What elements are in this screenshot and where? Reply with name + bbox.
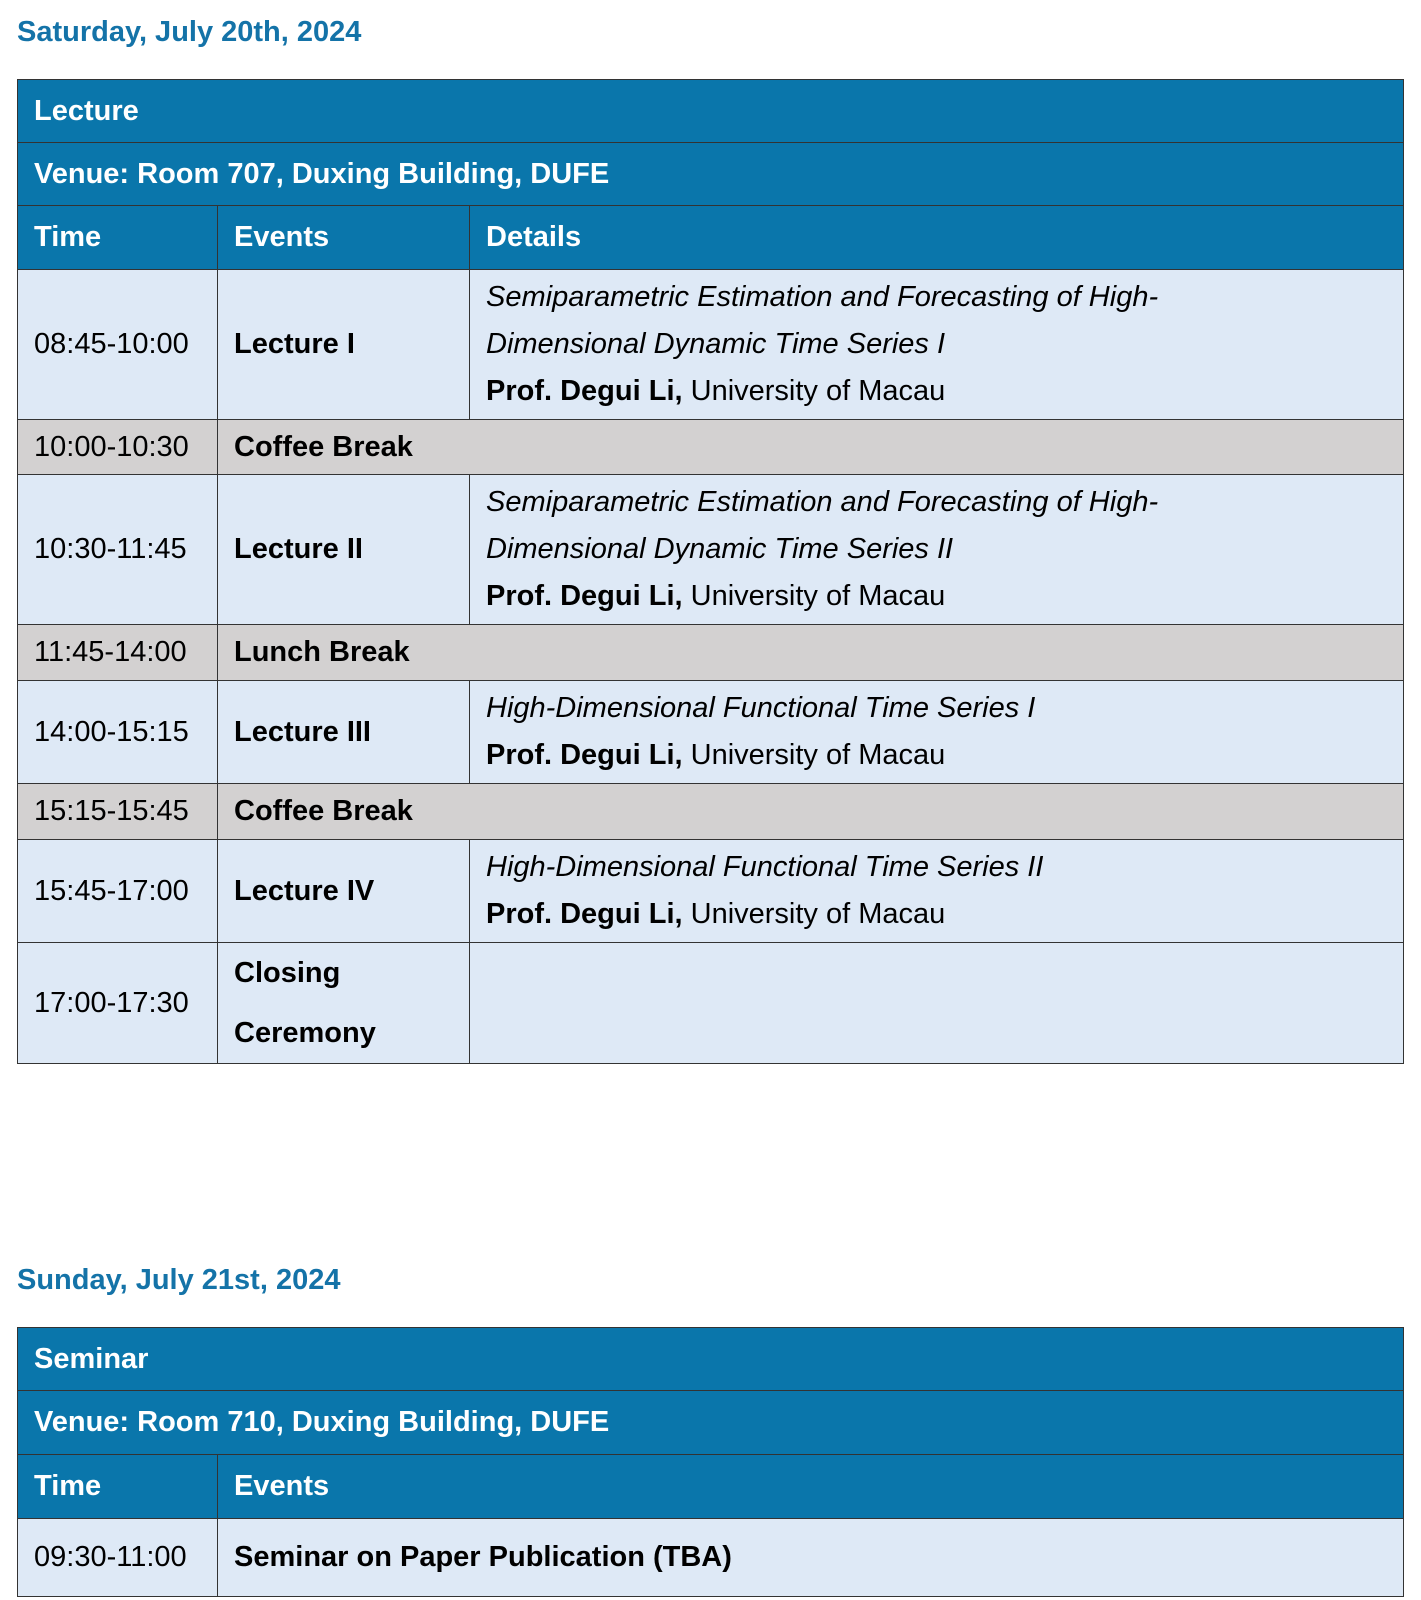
venue-row	[18, 1391, 1404, 1455]
row-event: Lecture III	[218, 681, 470, 784]
row-details	[470, 681, 1404, 784]
speaker-affiliation: University of Macau	[682, 580, 946, 612]
session-type-row	[18, 80, 1404, 143]
row-time: 10:30-11:45	[18, 475, 218, 625]
speaker-affiliation: University of Macau	[682, 375, 946, 407]
table-row	[18, 475, 1404, 625]
column-header-time: Time	[18, 1455, 218, 1519]
column-header-time: Time	[18, 206, 218, 270]
row-time: 15:45-17:00	[18, 840, 218, 943]
row-details	[470, 840, 1404, 943]
row-event: Lecture IV	[218, 840, 470, 943]
column-header-events: Events	[218, 206, 470, 270]
row-time: 14:00-15:15	[18, 681, 218, 784]
row-time: 10:00-10:30	[18, 420, 218, 475]
venue-row	[18, 143, 1404, 206]
row-event: Closing Ceremony	[218, 943, 470, 1064]
column-header-row	[18, 1455, 1404, 1519]
speaker-line	[486, 573, 1403, 620]
speaker-affiliation: University of Macau	[682, 739, 946, 771]
speaker-name: Prof. Degui Li,	[486, 375, 683, 407]
row-event: Coffee Break	[218, 784, 1404, 840]
row-time: 15:15-15:45	[18, 784, 218, 840]
session-type: Seminar	[18, 1328, 1404, 1391]
row-event: Coffee Break	[218, 420, 1404, 475]
column-header-events: Events	[218, 1455, 1404, 1519]
venue: Venue: Room 710, Duxing Building, DUFE	[18, 1391, 1404, 1455]
row-event: Lunch Break	[218, 625, 1404, 681]
table-row	[18, 943, 1404, 1064]
venue: Venue: Room 707, Duxing Building, DUFE	[18, 143, 1404, 206]
table-row	[18, 840, 1404, 943]
row-time: 11:45-14:00	[18, 625, 218, 681]
lecture-title: Semiparametric Estimation and Forecasting of High-Dimensional Dynamic Time Series II	[486, 486, 1159, 565]
column-header-row	[18, 206, 1404, 270]
speaker-name: Prof. Degui Li,	[486, 898, 683, 930]
row-time: 17:00-17:30	[18, 943, 218, 1064]
table-row	[18, 270, 1404, 420]
row-event: Lecture I	[218, 270, 470, 420]
day-2-title: Sunday, July 21st, 2024	[17, 1264, 341, 1296]
speaker-affiliation: University of Macau	[682, 898, 946, 930]
speaker-line	[486, 368, 1403, 415]
table-row	[18, 625, 1404, 681]
lecture-title: High-Dimensional Functional Time Series II	[486, 851, 1044, 883]
speaker-line	[486, 891, 1403, 938]
row-details	[470, 475, 1404, 625]
table-row	[18, 681, 1404, 784]
column-header-details: Details	[470, 206, 1404, 270]
row-event: Lecture II	[218, 475, 470, 625]
table-row	[18, 1519, 1404, 1597]
speaker-line	[486, 732, 1403, 779]
row-details-empty	[470, 943, 1404, 1064]
lecture-title: High-Dimensional Functional Time Series I	[486, 692, 1036, 724]
row-details	[470, 270, 1404, 420]
row-time: 08:45-10:00	[18, 270, 218, 420]
speaker-name: Prof. Degui Li,	[486, 580, 683, 612]
session-type: Lecture	[18, 80, 1404, 143]
table-row	[18, 420, 1404, 475]
row-time: 09:30-11:00	[18, 1519, 218, 1597]
session-type-row	[18, 1328, 1404, 1391]
speaker-name: Prof. Degui Li,	[486, 739, 683, 771]
table-row	[18, 784, 1404, 840]
day-1-title: Saturday, July 20th, 2024	[17, 16, 362, 48]
lecture-title: Semiparametric Estimation and Forecasting of High-Dimensional Dynamic Time Series I	[486, 281, 1159, 360]
day-1-schedule-table	[17, 79, 1404, 1064]
day-2-schedule-table	[17, 1327, 1404, 1597]
row-event: Seminar on Paper Publication (TBA)	[218, 1519, 1404, 1597]
